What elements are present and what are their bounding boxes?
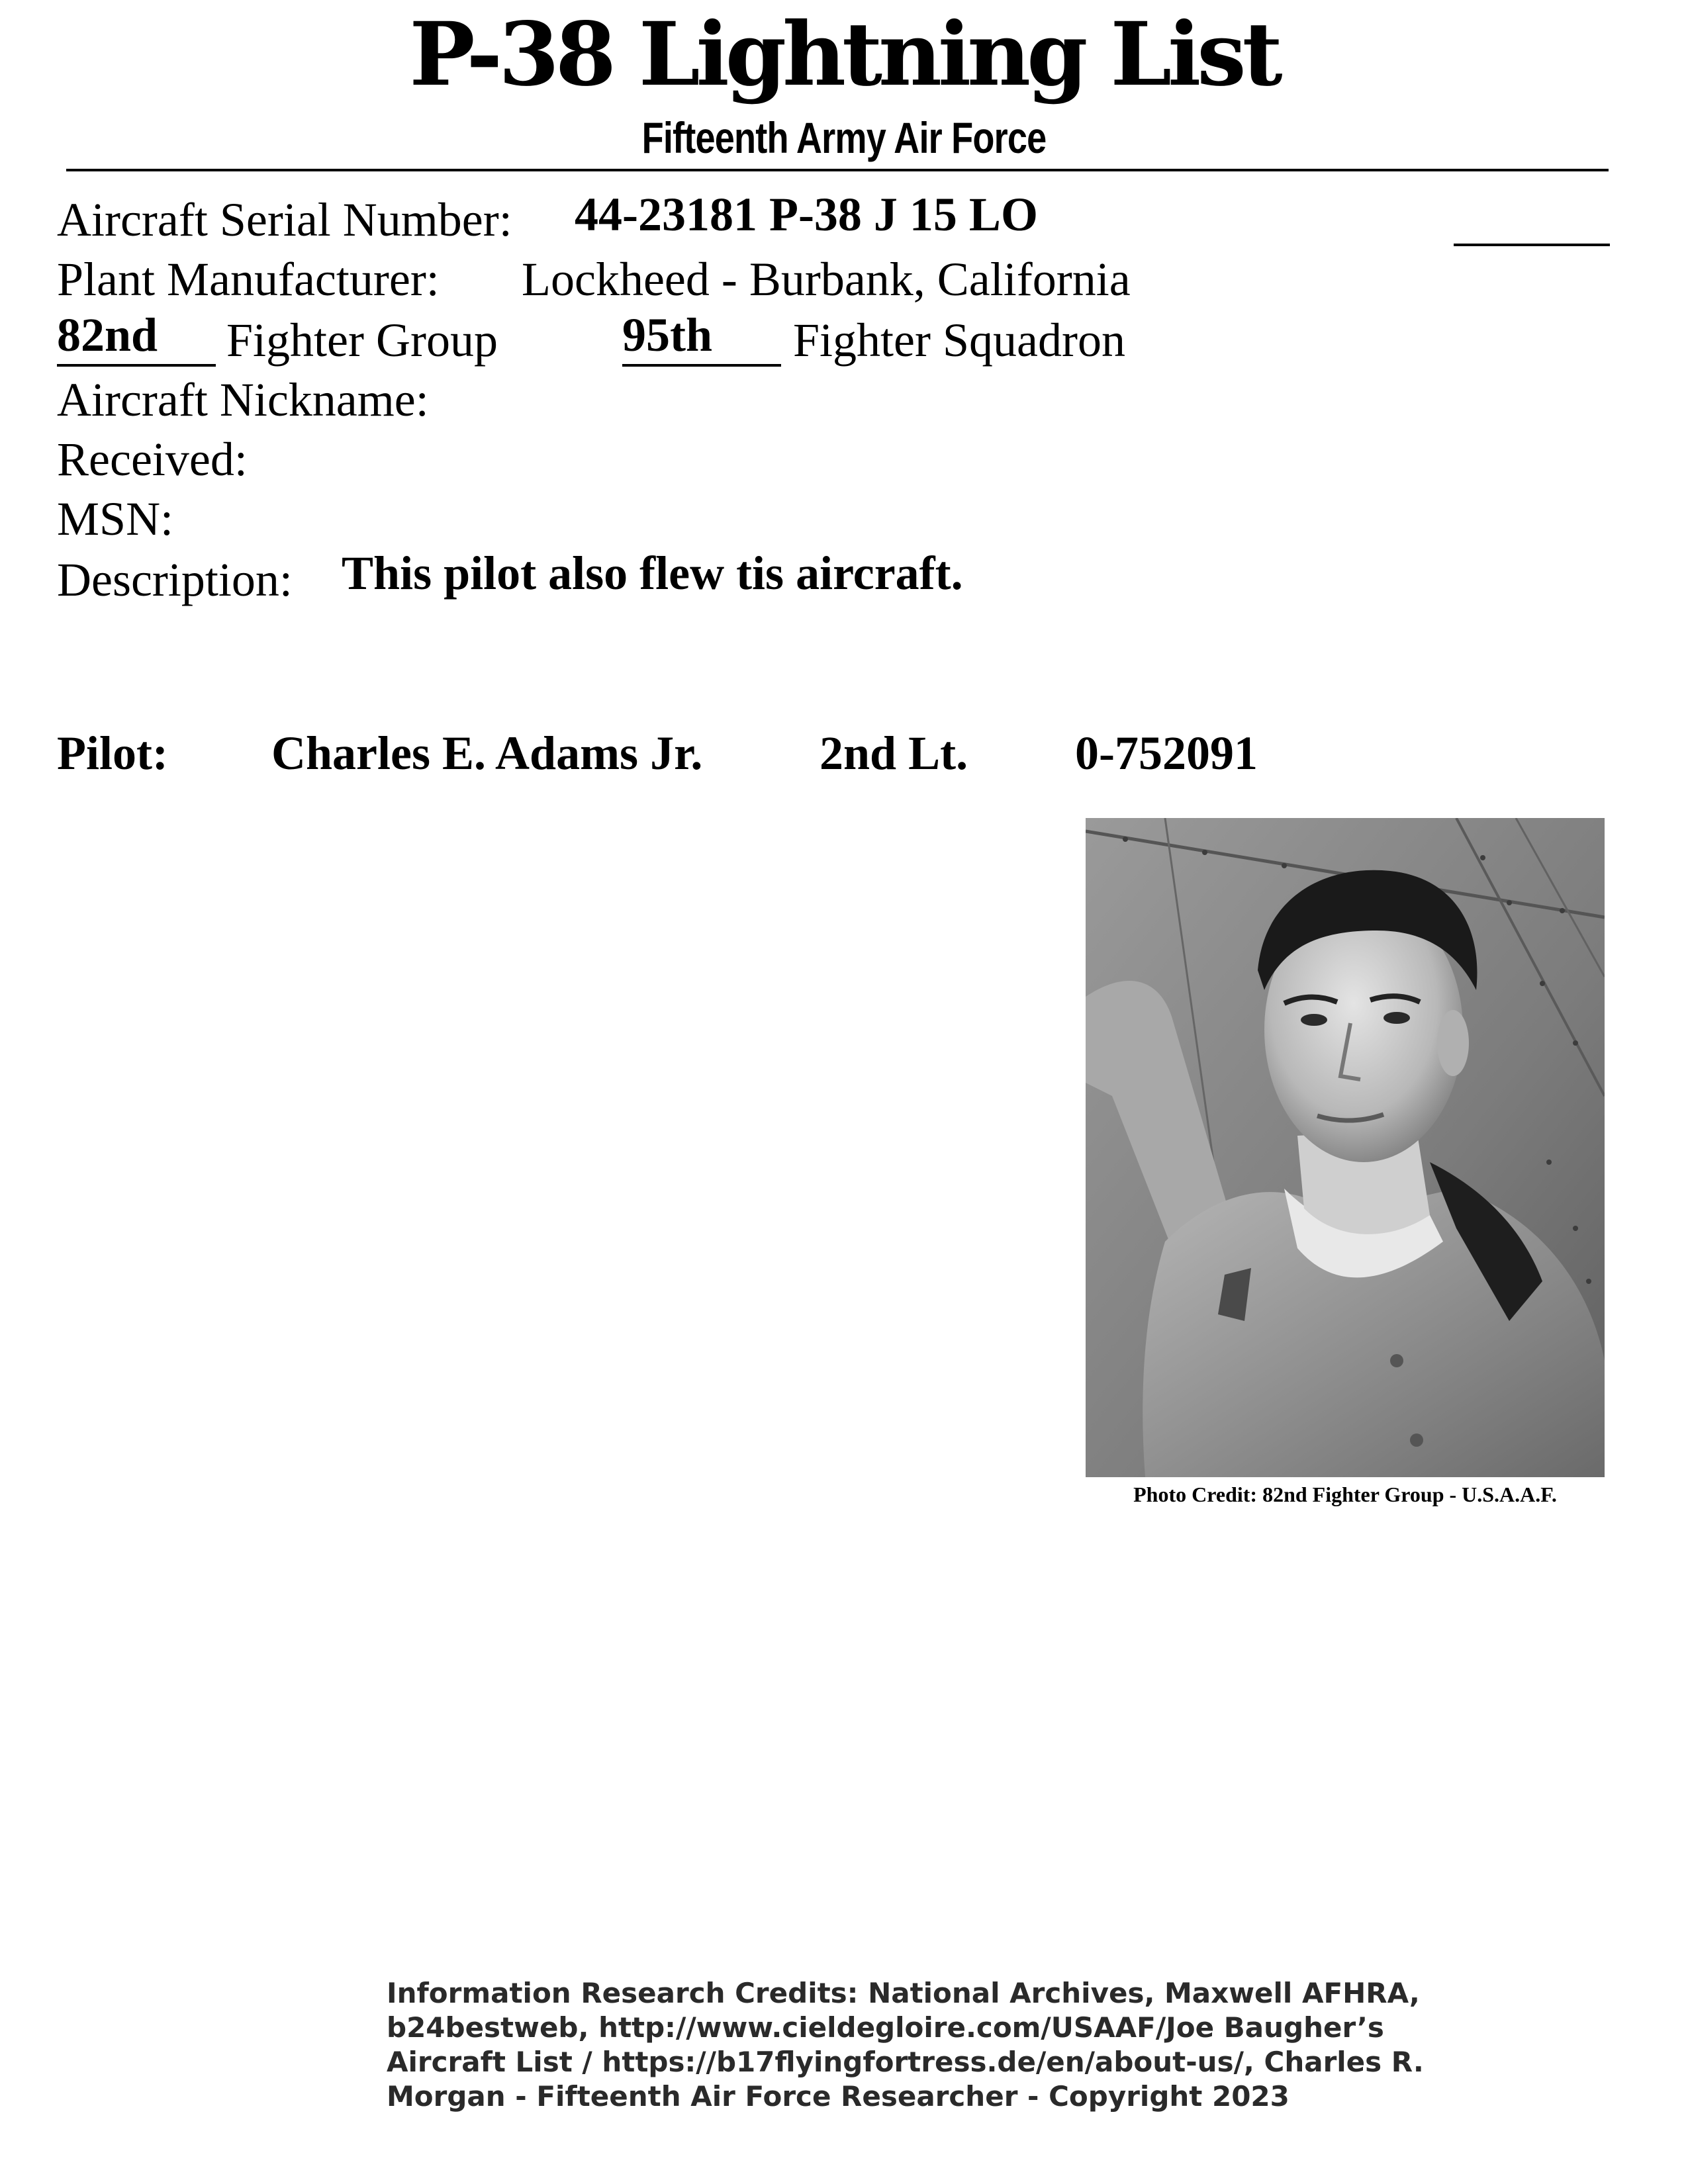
nickname-label: Aircraft Nickname: — [57, 373, 429, 426]
credits-line: Information Research Credits: National Archives, Maxwell AFHRA, — [387, 1977, 1420, 2009]
received-label: Received: — [57, 433, 248, 486]
description-value: This pilot also flew tis aircraft. — [342, 547, 963, 600]
serial-value: 44-23181 P-38 J 15 LO — [575, 188, 1038, 241]
header-divider — [66, 169, 1609, 171]
page-subtitle: Fifteenth Army Air Force — [641, 113, 1047, 162]
msn-label: MSN: — [57, 492, 174, 545]
credits-line: b24bestweb, http://www.cieldegloire.com/USAAF/Joe Baugher’s — [387, 2011, 1384, 2044]
group-value: 82nd — [57, 308, 158, 361]
description-label: Description: — [57, 553, 293, 606]
pilot-serial: 0-752091 — [1075, 727, 1258, 780]
page-title: P-38 Lightning List — [409, 3, 1279, 106]
squadron-underline — [622, 364, 781, 367]
credits-line: Morgan - Fifteenth Air Force Researcher - Copyright 2023 — [387, 2080, 1289, 2113]
pilot-name: Charles E. Adams Jr. — [271, 727, 703, 780]
squadron-value: 95th — [622, 308, 713, 361]
pilot-rank: 2nd Lt. — [820, 727, 968, 780]
group-label: Fighter Group — [226, 314, 498, 367]
manufacturer-value: Lockheed - Burbank, California — [522, 253, 1131, 306]
group-underline — [57, 364, 216, 367]
serial-blank-line — [1454, 244, 1610, 246]
manufacturer-label: Plant Manufacturer: — [57, 253, 440, 306]
credits-line: Aircraft List / https://b17flyingfortress.de/en/about-us/, Charles R. — [387, 2046, 1424, 2078]
pilot-photo — [1086, 818, 1605, 1477]
photo-credit: Photo Credit: 82nd Fighter Group - U.S.A.A.F. — [1133, 1482, 1557, 1506]
serial-label: Aircraft Serial Number: — [57, 193, 512, 246]
squadron-label: Fighter Squadron — [793, 314, 1125, 367]
pilot-label: Pilot: — [57, 727, 168, 780]
